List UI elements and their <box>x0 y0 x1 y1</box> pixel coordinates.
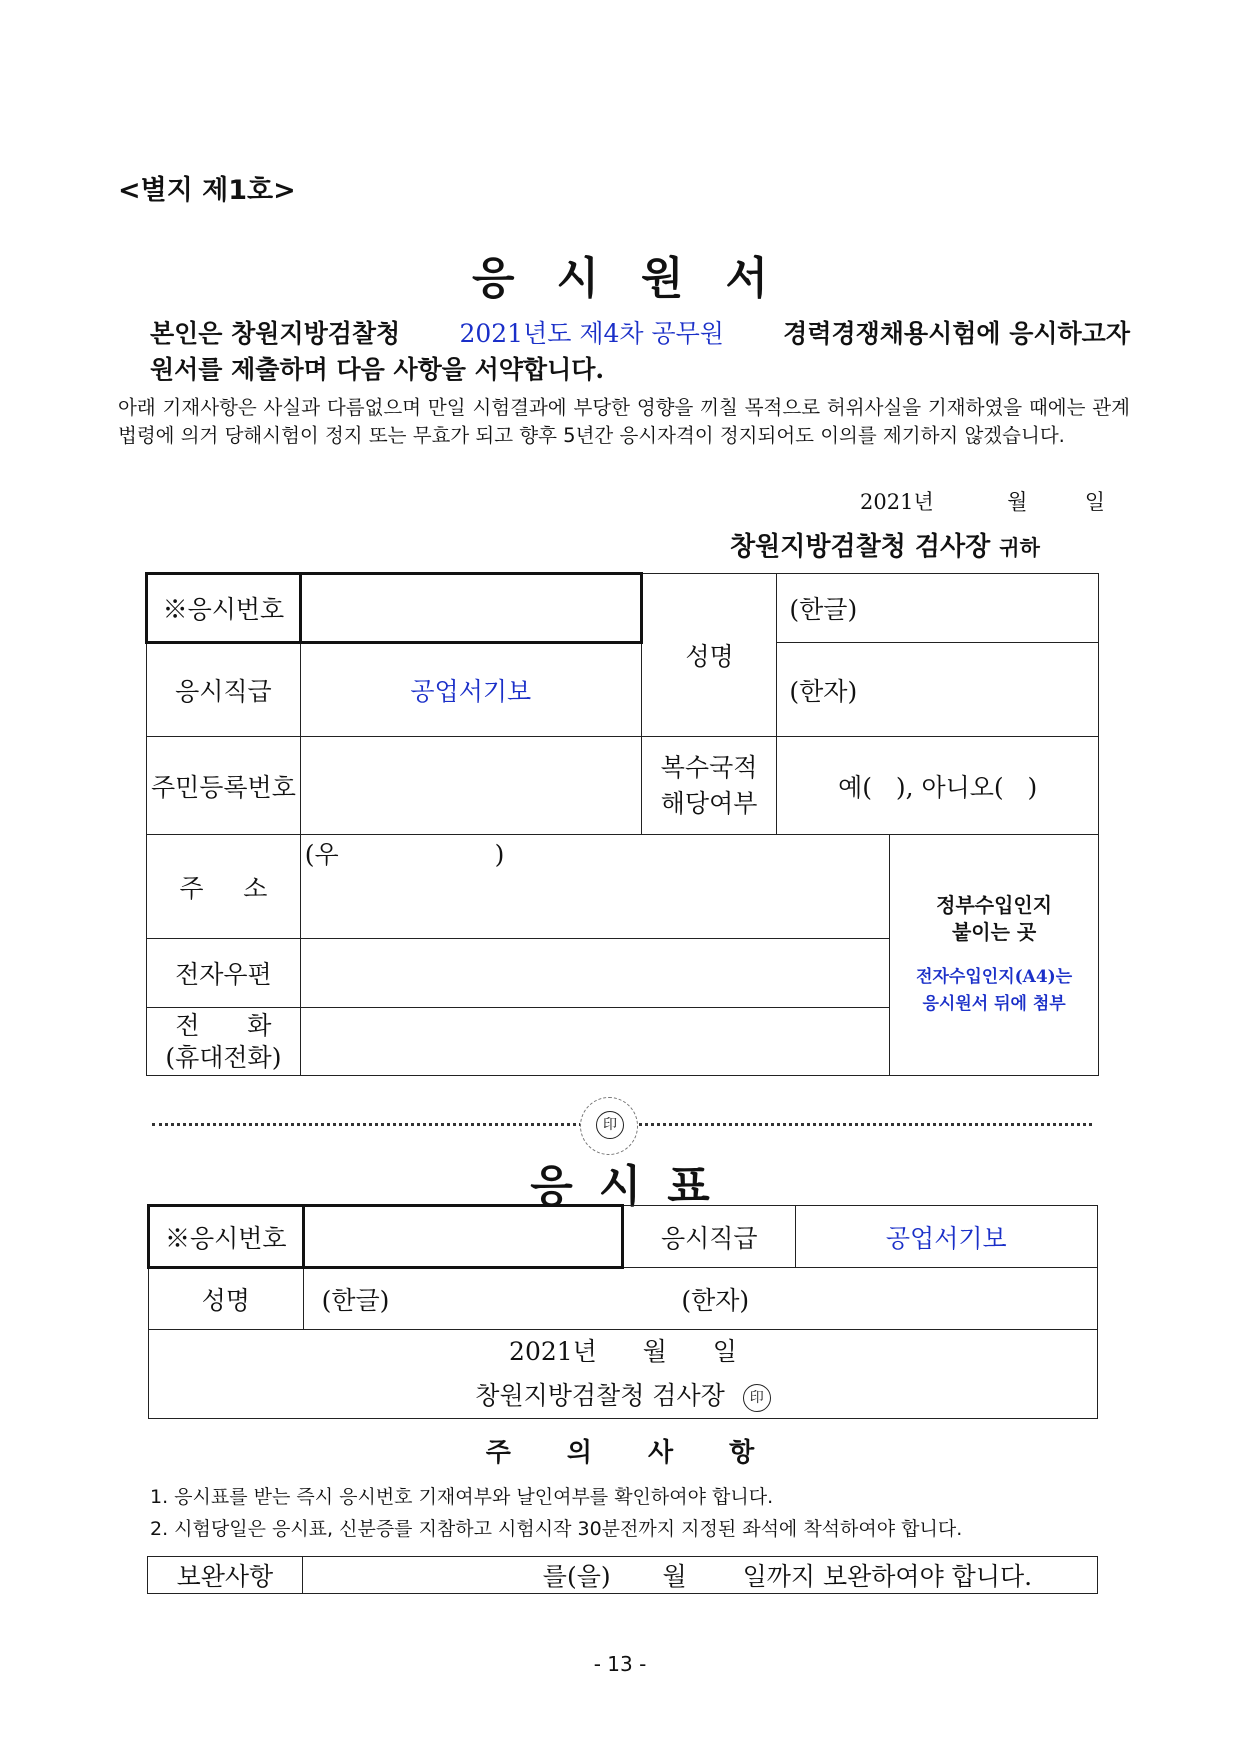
ticket-position-value: 공업서기보 <box>795 1206 1097 1268</box>
ticket-name-label: 성명 <box>149 1268 304 1330</box>
ticket-name-hanja-label: (한자) <box>681 1286 750 1315</box>
revenue-stamp-area <box>890 835 1099 1076</box>
phone-field[interactable] <box>300 1008 889 1076</box>
ticket-title: 응시표 <box>530 1161 736 1212</box>
seal-icon: 印 <box>596 1111 624 1139</box>
position-label: 응시직급 <box>147 643 301 737</box>
pledge-exam-name: 2021년도 제4차 공무원 <box>459 319 724 348</box>
name-hanja-label: (한자) <box>789 676 858 706</box>
exam-number-label: ※응시번호 <box>147 574 301 643</box>
name-korean-label: (한글) <box>789 595 858 624</box>
stamp-note-line1: 전자수입인지(A4)는 <box>916 967 1073 987</box>
ticket-table <box>147 1204 1098 1419</box>
ticket-issuer-line <box>149 1374 1097 1418</box>
ticket-name-korean-label: (한글) <box>321 1286 390 1315</box>
postal-suffix: ) <box>494 840 505 869</box>
ticket-name-field[interactable] <box>303 1268 1097 1330</box>
supplement-text-2: 월 <box>662 1562 687 1591</box>
page-number: - 13 - <box>593 1652 647 1676</box>
ticket-issue-block <box>149 1330 1098 1419</box>
ticket-date-day: 일 <box>712 1337 737 1366</box>
note-item: 2. 시험당일은 응시표, 신분증를 지참하고 시험시작 30분전까지 지정된 좌석에 착석하여야 합니다. <box>150 1518 963 1540</box>
phone-label <box>147 1008 301 1076</box>
recipient-name: 창원지방검찰청 검사장 <box>730 532 991 562</box>
address-field[interactable] <box>300 835 889 939</box>
supplement-label: 보완사항 <box>148 1557 303 1594</box>
position-value: 공업서기보 <box>300 643 641 737</box>
stamp-title-line2: 붙이는 곳 <box>951 920 1037 944</box>
stamp-note <box>890 964 1098 1018</box>
ticket-position-label: 응시직급 <box>622 1206 795 1268</box>
recipient-honorific: 귀하 <box>999 535 1040 560</box>
dual-nationality-label <box>641 737 777 835</box>
exam-number-field[interactable] <box>300 574 641 643</box>
name-hanja-field[interactable] <box>777 643 1099 737</box>
date-month: 월 <box>1007 490 1028 514</box>
stamp-title-line1: 정부수입인지 <box>936 893 1053 917</box>
ticket-exam-number-field[interactable] <box>303 1206 622 1268</box>
ticket-exam-number-label: ※응시번호 <box>149 1206 304 1268</box>
dual-nationality-label-line2: 해당여부 <box>660 788 758 818</box>
dual-nationality-label-line1: 복수국적 <box>660 752 758 782</box>
declaration-text: 아래 기재사항은 사실과 다름없으며 만일 시험결과에 부당한 영향을 끼칠 목적으로 허위사실을 기재하였을 때에는 관계법령에 의거 당해시험이 정지 또는 무효가 되고 향후 5년간 응시자격이 정지되어도 이의를 제기하지 않겠습니다. <box>118 396 1130 447</box>
resident-number-label: 주민등록번호 <box>147 737 301 835</box>
notes-title: 주의사항 <box>485 1438 811 1468</box>
phone-label-line1: 전 화 <box>175 1010 272 1040</box>
resident-number-field[interactable] <box>300 737 641 835</box>
stamp-note-line2: 응시원서 뒤에 첨부 <box>922 994 1066 1014</box>
form-title: 응시원서 <box>471 253 810 304</box>
pledge-line-2: 원서를 제출하며 다음 사항을 서약합니다. <box>150 355 605 384</box>
name-label: 성명 <box>641 574 777 737</box>
pledge-prefix: 본인은 창원지방검찰청 <box>150 319 401 348</box>
postal-prefix: (우 <box>304 840 339 869</box>
pledge-suffix: 경력경쟁채용시험에 응시하고자 <box>783 319 1130 348</box>
phone-label-line2: (휴대전화) <box>165 1042 282 1072</box>
application-date <box>860 486 1105 516</box>
ticket-date-month: 월 <box>642 1337 667 1366</box>
ticket-seal-icon: 印 <box>743 1384 771 1412</box>
note-item: 1. 응시표를 받는 즉시 응시번호 기재여부와 날인여부를 확인하여야 합니다. <box>150 1486 774 1508</box>
attachment-label: <별지 제1호> <box>118 175 296 206</box>
pledge-statement <box>150 316 1130 388</box>
email-label: 전자우편 <box>147 939 301 1008</box>
supplement-table <box>147 1556 1098 1594</box>
supplement-text-1: 를(을) <box>542 1562 611 1591</box>
ticket-issuer: 창원지방검찰청 검사장 <box>475 1381 725 1410</box>
email-field[interactable] <box>300 939 889 1008</box>
recipient <box>730 526 1040 563</box>
name-korean-field[interactable] <box>777 574 1099 643</box>
ticket-date <box>149 1330 1097 1374</box>
date-day: 일 <box>1084 490 1106 514</box>
date-year: 2021년 <box>860 490 934 514</box>
address-label: 주 소 <box>147 835 301 939</box>
dual-nationality-options[interactable]: 예( ), 아니오( ) <box>777 737 1099 835</box>
ticket-date-year: 2021년 <box>509 1337 597 1366</box>
supplement-field[interactable] <box>302 1557 1097 1594</box>
supplement-text-3: 일까지 보완하여야 합니다. <box>742 1562 1033 1591</box>
application-table <box>145 572 1099 1076</box>
